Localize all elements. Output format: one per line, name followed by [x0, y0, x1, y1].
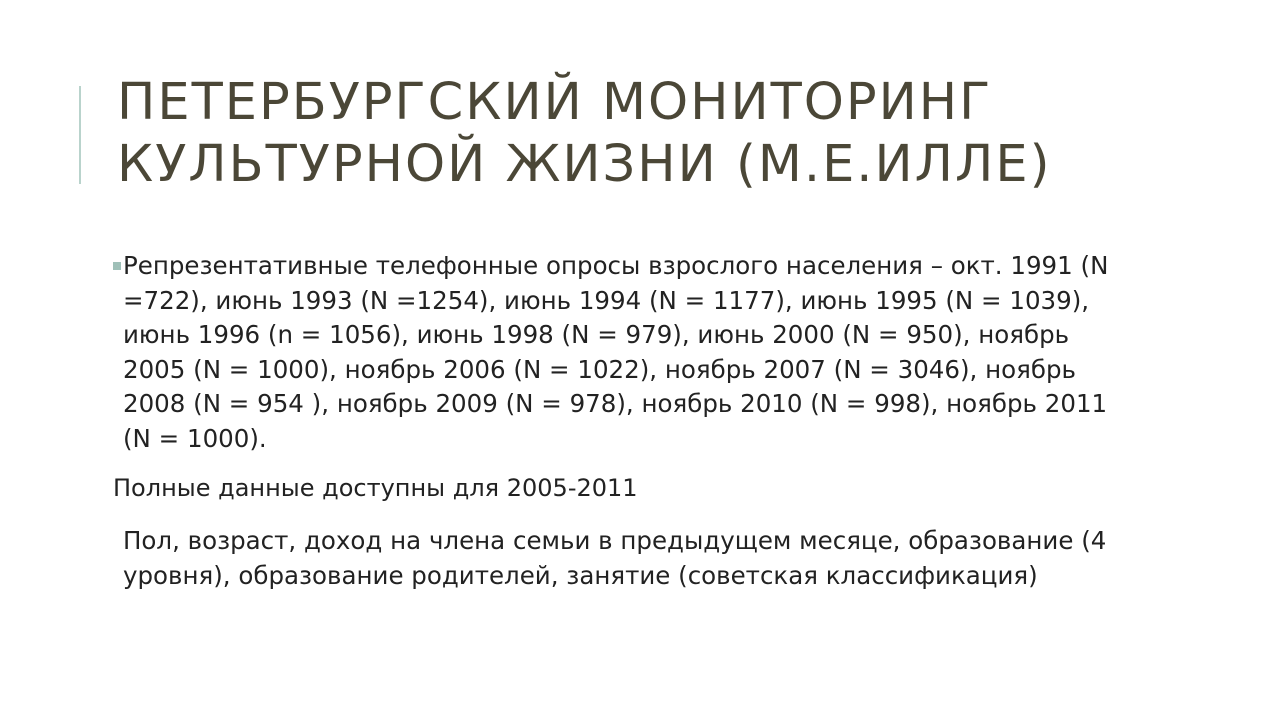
data-availability-note: Полные данные доступны для 2005-2011 [113, 474, 638, 502]
slide-title: ПЕТЕРБУРГСКИЙ МОНИТОРИНГ КУЛЬТУРНОЙ ЖИЗНИ (М.Е.ИЛЛЕ) [117, 73, 1052, 194]
square-bullet-icon [113, 262, 121, 270]
survey-bullet [113, 249, 1113, 456]
title-accent-line [79, 86, 81, 184]
variables-list: Пол, возраст, доход на члена семьи в предыдущем месяце, образование (4 уровня), образование родителей, занятие (советская классификация) [123, 526, 1107, 590]
survey-description: Репрезентативные телефонные опросы взрослого населения – окт. 1991 (N =722), июнь 1993 (N =1254), июнь 1994 (N = 1177), июнь 1995 (N = 1039), июнь 1996 (n = 1056), июнь 1998 (N = 979), июнь 2000 (N = 950), ноябрь 2005 (N = 1000), ноябрь 2006 (N = 1022), ноябрь 2007 (N = 3046), ноябрь 2008 (N = 954 ), ноябрь 2009 (N = 978), ноябрь 2010 (N = 998), ноябрь 2011 (N = 1000). [123, 251, 1109, 453]
